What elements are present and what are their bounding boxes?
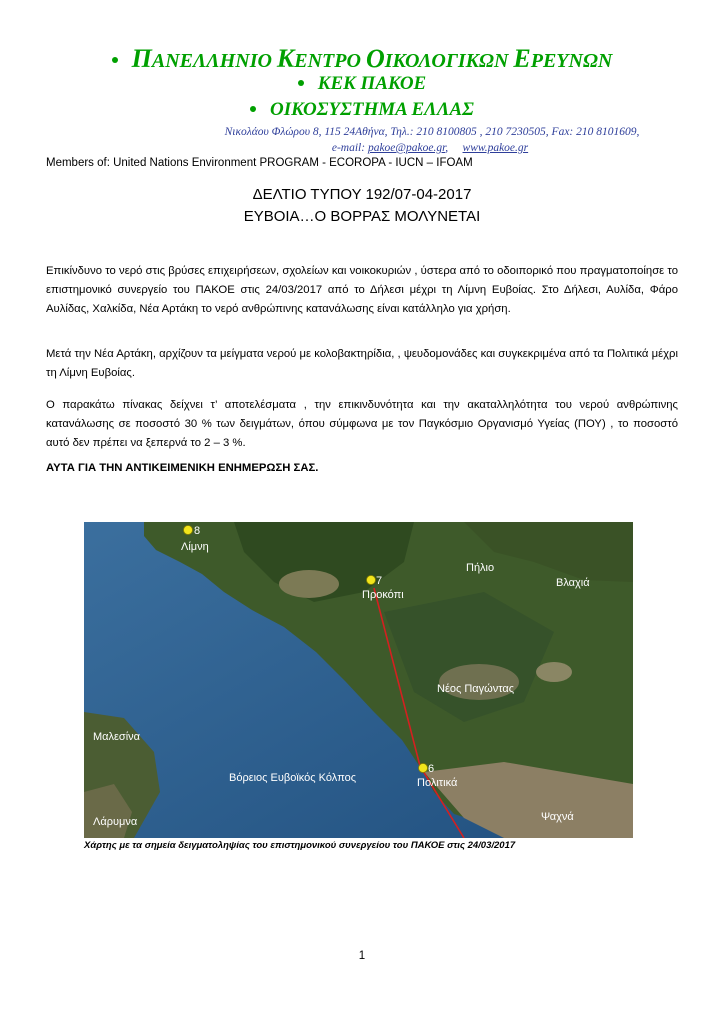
closing-statement: ΑΥΤΑ ΓΙΑ ΤΗΝ ΑΝΤΙΚΕΙΜΕΝΙΚΗ ΕΝΗΜΕΡΩΣΗ ΣΑΣ. <box>46 462 319 474</box>
sampling-map-svg <box>84 522 633 838</box>
land-patch <box>536 662 572 682</box>
org-subtitle: ΟΙΚΟΣΥΣΤΗΜΑ ΕΛΛΑΣ <box>0 99 724 121</box>
page-number: 1 <box>358 950 366 962</box>
contact-line: e-mail: pakoe@pakoe.gr, www.pakoe.gr <box>331 142 529 154</box>
svg-text:7: 7 <box>376 575 383 587</box>
press-release-number: ΔΕΛΤΙΟ ΤΥΠΟΥ 192/07-04-2017 <box>252 186 472 203</box>
bullet-icon <box>250 106 256 112</box>
map-label: Λάρυμνα <box>93 816 138 828</box>
svg-text:8: 8 <box>194 525 201 537</box>
press-release-headline: ΕΥΒΟΙΑ…Ο ΒΟΡΡΑΣ ΜΟΛΥΝΕΤΑΙ <box>243 208 481 225</box>
map-label: Προκόπι <box>362 589 404 601</box>
map-label: Βλαχιά <box>556 577 590 589</box>
map-label: Ψαχνά <box>541 811 574 823</box>
map-label: Πολιτικά <box>417 777 458 789</box>
sampling-map <box>84 522 633 838</box>
address-line: Νικολάου Φλώρου 8, 115 24Αθήνα, Τηλ.: 210 8100805 , 210 7230505, Fax: 210 8101609, <box>224 126 640 138</box>
body-paragraph: Μετά την Νέα Αρτάκη, αρχίζουν τα μείγματα νερού με κολοβακτηρίδια, , ψευδομονάδες και συγκεκριμένα από τα Πολιτικά μέχρι τη Λίμνη Ευβοίας. <box>46 348 678 379</box>
email-link[interactable]: pakoe@pakoe.gr <box>367 142 446 154</box>
land-patch <box>279 570 339 598</box>
svg-text:6: 6 <box>428 763 435 775</box>
body-paragraph: Επικίνδυνο το νερό στις βρύσες επιχειρήσεων, σχολείων και νοικοκυριών , ύστερα από το οδοιπορικό που πραγματοποίησε το επιστημονικό συνεργείο του ΠΑΚΟΕ στις 24/03/2017 από το Δήλεσι μέχρι τη Λίμνη Ευβοίας. Στο Δήλεσι, Αυλίδα, Φάρο Αυλίδας, Χαλκίδα, Νέα Αρτάκη το νερό ανθρώπινης κατανάλωσης είναι κατάλληλο για χρήση. <box>46 265 678 315</box>
website-link[interactable]: www.pakoe.gr <box>462 142 529 154</box>
map-label: Λίμνη <box>181 541 209 553</box>
map-label: Νέος Παγώντας <box>437 683 515 695</box>
body-paragraph: Ο παρακάτω πίνακας δείχνει τ’ αποτελέσματα , την επικινδυνότητα και την ακαταλληλότητα του νερού ανθρώπινης κατανάλωσης σε ποσοστό 30 % των δειγμάτων, όπου σύμφωνα με τον Παγκόσμιο Οργανισμό Υγείας (ΠΟΥ) , το ποσοστό αυτό δεν πρέπει να ξεπερνά το 2 – 3 %. <box>46 399 678 449</box>
map-label: Πήλιο <box>466 562 495 574</box>
org-short-name: ΚΕΚ ΠΑΚΟΕ <box>0 73 724 95</box>
map-caption: Χάρτης με τα σημεία δειγματοληψίας του επιστημονικού συνεργείου του ΠΑΚΟΕ στις 24/03/2017 <box>84 840 516 851</box>
bullet-icon <box>298 80 304 86</box>
members-line: Members of: United Nations Environment PROGRAM - ECOROPA - IUCN – IFOAM <box>46 157 473 169</box>
map-label: Μαλεσίνα <box>93 731 141 743</box>
bullet-icon <box>112 57 118 63</box>
map-label: Βόρειος Ευβοϊκός Κόλπος <box>229 772 357 784</box>
org-name-line: ΠΑΝΕΛΛΗΝΙΟ ΚΕΝΤΡΟ ΟΙΚΟΛΟΓΙΚΩΝ ΕΡΕΥΝΩΝ <box>0 44 724 74</box>
